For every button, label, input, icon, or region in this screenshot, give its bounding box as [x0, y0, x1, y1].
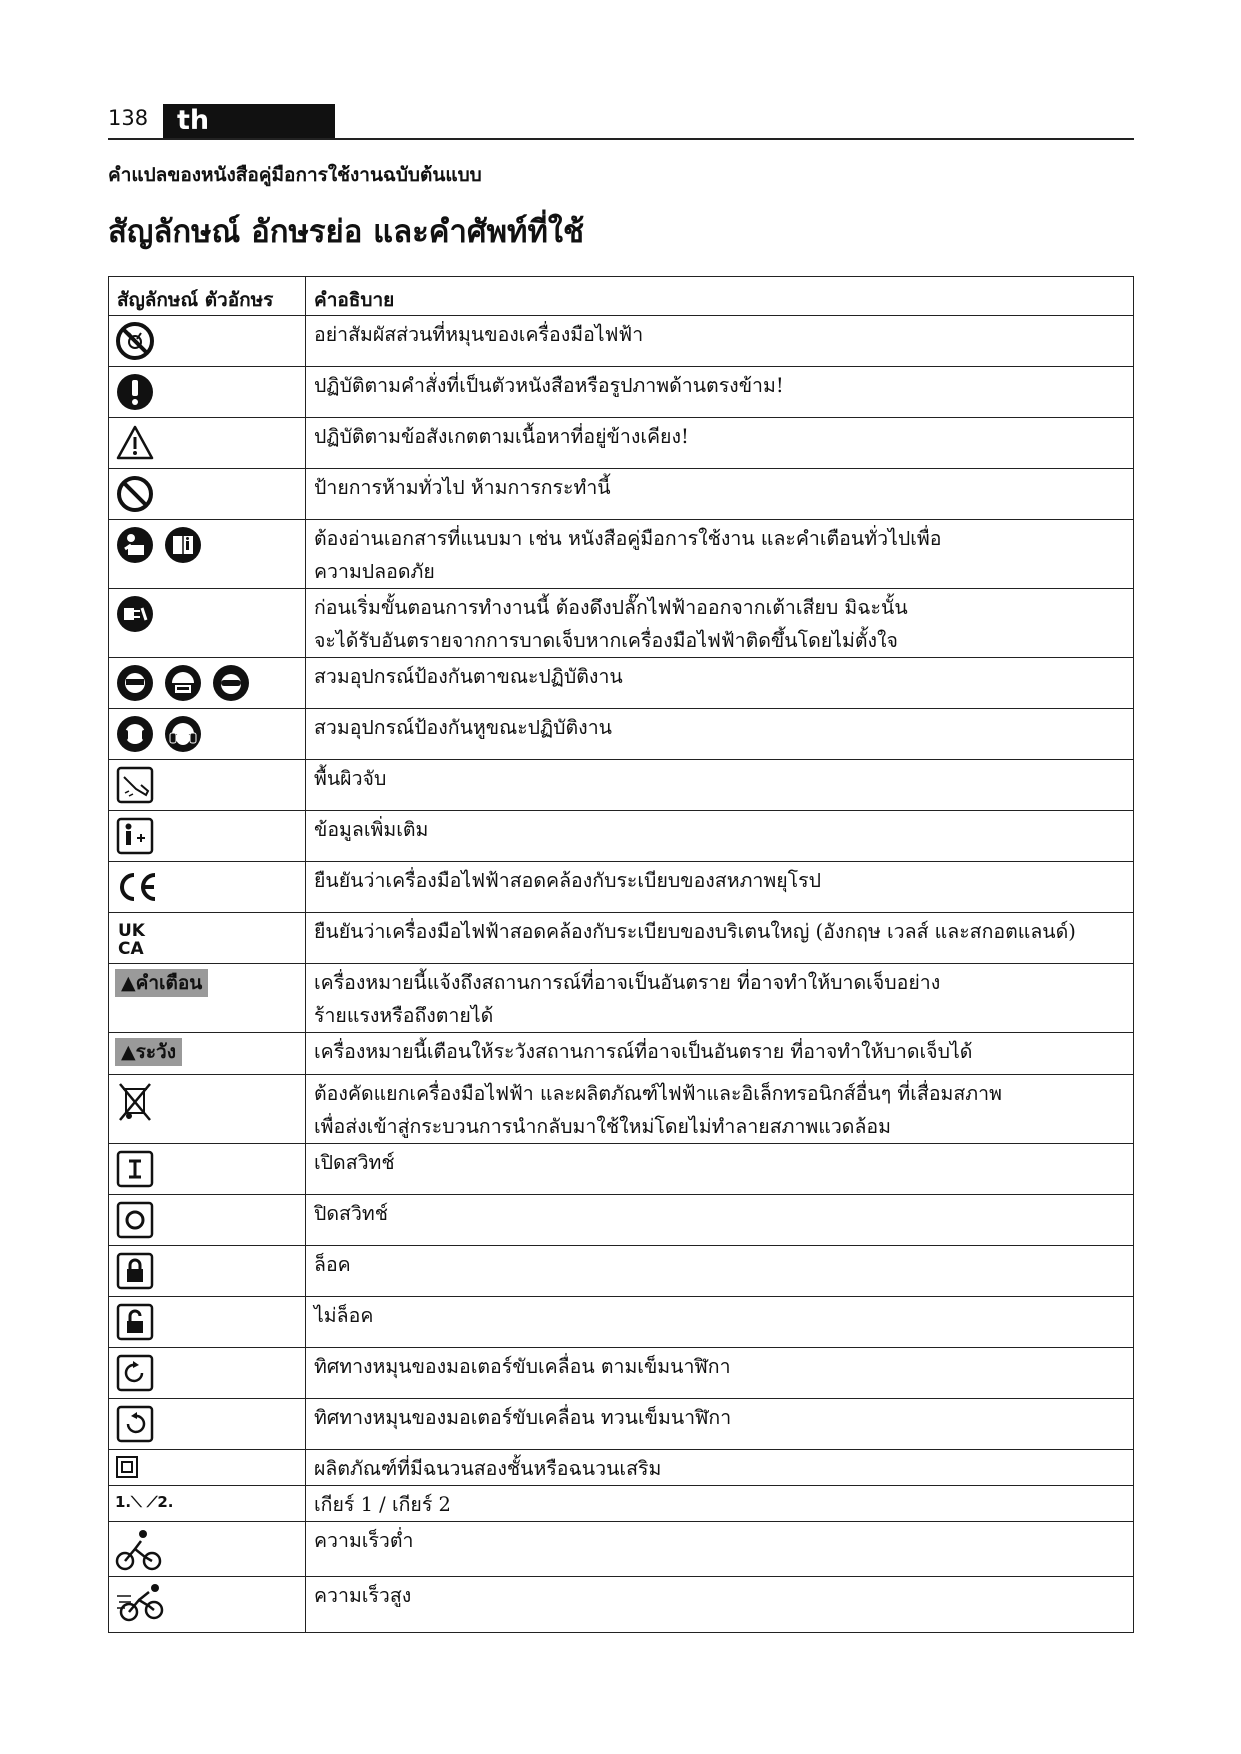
description-line: เครื่องหมายนี้เตือนให้ระวังสถานการณ์ที่อาจเป็นอันตราย ที่อาจทำให้บาดเจ็บได้: [314, 1040, 973, 1063]
info-plus-icon: [115, 816, 155, 856]
description-line: สวมอุปกรณ์ป้องกันหูขณะปฏิบัติงาน: [314, 716, 612, 739]
table-row: [109, 811, 1134, 862]
description-cell: [306, 760, 1134, 811]
description-line: จะได้รับอันตรายจากการบาดเจ็บหากเครื่องมือไฟฟ้าติดขึ้นโดยไม่ตั้งใจ: [314, 629, 898, 652]
description-cell: [306, 1450, 1134, 1486]
info-book-icon: [163, 525, 203, 565]
svg-text:UK: UK: [118, 921, 145, 941]
description-line: ปฏิบัติตามคำสั่งที่เป็นตัวหนังสือหรือรูปภาพด้านตรงข้าม!: [314, 374, 784, 397]
badge-warning: ▲คำเตือน: [115, 969, 208, 997]
table-body: [109, 316, 1134, 1633]
symbol-cell: [109, 658, 306, 709]
switch-off-icon: [115, 1200, 155, 1240]
counterclockwise-rotation-icon: [115, 1404, 155, 1444]
symbol-cell: [109, 811, 306, 862]
description-line: ความเร็วสูง: [314, 1584, 412, 1607]
symbol-cell: [109, 913, 306, 964]
description-cell: [306, 469, 1134, 520]
table-row: [109, 1399, 1134, 1450]
description-line: เปิดสวิทช์: [314, 1151, 395, 1174]
warning-triangle-icon: [115, 423, 155, 463]
table-row: [109, 1144, 1134, 1195]
switch-on-icon: [115, 1149, 155, 1189]
description-line: เกียร์ 1 / เกียร์ 2: [314, 1493, 451, 1516]
table-row: [109, 862, 1134, 913]
description-cell: [306, 1297, 1134, 1348]
description-line: ร้ายแรงหรือถึงตายได้: [314, 1004, 494, 1027]
table-row: [109, 1297, 1134, 1348]
table-row: [109, 1075, 1134, 1144]
table-row: [109, 367, 1134, 418]
description-cell: [306, 811, 1134, 862]
ce-mark-icon: [115, 867, 159, 907]
description-cell: [306, 913, 1134, 964]
description-cell: [306, 367, 1134, 418]
symbol-cell: [109, 1577, 306, 1633]
table-row: [109, 1246, 1134, 1297]
clockwise-rotation-icon: [115, 1353, 155, 1393]
weee-bin-icon: [115, 1080, 155, 1124]
safety-goggles-icon: [211, 663, 251, 703]
symbol-cell: [109, 1348, 306, 1399]
mandatory-exclamation-icon: [115, 372, 155, 412]
symbol-cell: [109, 469, 306, 520]
ear-protection-icon: [115, 714, 155, 754]
description-cell: [306, 964, 1134, 1033]
table-row: [109, 760, 1134, 811]
lock-icon: [115, 1251, 155, 1291]
description-line: ความปลอดภัย: [314, 560, 435, 583]
double-insulation-icon: [115, 1455, 139, 1479]
description-line: ป้ายการห้ามทั่วไป ห้ามการกระทำนี้: [314, 476, 611, 499]
table-row: [109, 1486, 1134, 1522]
table-row: [109, 964, 1134, 1033]
symbol-cell: [109, 1399, 306, 1450]
description-cell: [306, 862, 1134, 913]
read-manual-icon: [115, 525, 155, 565]
description-line: สวมอุปกรณ์ป้องกันตาขณะปฏิบัติงาน: [314, 665, 623, 688]
description-line: เครื่องหมายนี้แจ้งถึงสถานการณ์ที่อาจเป็นอันตราย ที่อาจทำให้บาดเจ็บอย่าง: [314, 971, 941, 994]
table-row: [109, 1033, 1134, 1075]
table-row: [109, 709, 1134, 760]
description-cell: [306, 709, 1134, 760]
no-touch-rotating-parts-icon: [115, 321, 155, 361]
description-cell: [306, 1033, 1134, 1075]
symbol-cell: [109, 589, 306, 658]
description-line: อย่าสัมผัสส่วนที่หมุนของเครื่องมือไฟฟ้า: [314, 323, 644, 346]
table-header-row: [109, 277, 1134, 316]
table-row: [109, 1450, 1134, 1486]
language-tab: th: [163, 104, 335, 138]
symbol-cell: [109, 1195, 306, 1246]
description-line: ต้องอ่านเอกสารที่แนบมา เช่น หนังสือคู่มือการใช้งาน และคำเตือนทั่วไปเพื่อ: [314, 527, 942, 550]
description-cell: [306, 589, 1134, 658]
description-line: พื้นผิวจับ: [314, 767, 387, 790]
helmet-visor-icon: [163, 663, 203, 703]
face-shield-icon: [115, 663, 155, 703]
description-line: ความเร็วต่ำ: [314, 1529, 414, 1552]
badge-caution: ▲ระวัง: [115, 1038, 182, 1066]
symbol-cell: [109, 520, 306, 589]
symbol-cell: [109, 1450, 306, 1486]
description-line: ยืนยันว่าเครื่องมือไฟฟ้าสอดคล้องกับระเบียบของสหภาพยุโรป: [314, 869, 821, 892]
description-line: ปฏิบัติตามข้อสังเกตตามเนื้อหาที่อยู่ข้างเคียง!: [314, 425, 689, 448]
description-cell: [306, 1075, 1134, 1144]
description-line: ปิดสวิทช์: [314, 1202, 388, 1225]
unplug-icon: [115, 594, 155, 634]
description-cell: [306, 1195, 1134, 1246]
high-speed-bicycle-icon: [115, 1582, 165, 1622]
description-line: ผลิตภัณฑ์ที่มีฉนวนสองชั้นหรือฉนวนเสริม: [314, 1457, 662, 1480]
symbol-cell: [109, 418, 306, 469]
description-line: ล็อค: [314, 1253, 351, 1276]
svg-text:CA: CA: [118, 939, 144, 958]
ukca-mark-icon: [115, 918, 155, 958]
symbol-cell: [109, 964, 306, 1033]
table-row: [109, 1195, 1134, 1246]
table-row: [109, 316, 1134, 367]
table-row: [109, 1348, 1134, 1399]
symbol-cell: [109, 1033, 306, 1075]
grip-surface-icon: [115, 765, 155, 805]
unlock-icon: [115, 1302, 155, 1342]
description-cell: [306, 1486, 1134, 1522]
section-title: สัญลักษณ์ อักษรย่อ และคำศัพท์ที่ใช้: [108, 214, 585, 250]
symbol-cell: [109, 760, 306, 811]
symbols-table: [108, 276, 1134, 1633]
description-line: เพื่อส่งเข้าสู่กระบวนการนำกลับมาใช้ใหม่โดยไม่ทำลายสภาพแวดล้อม: [314, 1115, 891, 1138]
table-row: [109, 913, 1134, 964]
table-row: [109, 469, 1134, 520]
description-line: ต้องคัดแยกเครื่องมือไฟฟ้า และผลิตภัณฑ์ไฟฟ้าและอิเล็กทรอนิกส์อื่นๆ ที่เสื่อมสภาพ: [314, 1082, 1002, 1105]
ear-protection-helmet-icon: [163, 714, 203, 754]
symbol-cell: [109, 709, 306, 760]
description-cell: [306, 1144, 1134, 1195]
table-row: [109, 520, 1134, 589]
symbol-cell: [109, 1522, 306, 1577]
description-cell: [306, 1246, 1134, 1297]
description-cell: [306, 1399, 1134, 1450]
description-cell: [306, 316, 1134, 367]
description-line: ก่อนเริ่มขั้นตอนการทำงานนี้ ต้องดึงปลั๊กไฟฟ้าออกจากเต้าเสียบ มิฉะนั้น: [314, 596, 908, 619]
table-row: [109, 589, 1134, 658]
description-line: ไม่ล็อค: [314, 1304, 374, 1327]
symbol-cell: [109, 862, 306, 913]
description-column-header: คำอธิบาย: [306, 277, 1134, 316]
symbol-cell: [109, 1486, 306, 1522]
page-header: [108, 104, 1134, 140]
symbol-cell: [109, 1075, 306, 1144]
symbol-cell: [109, 1246, 306, 1297]
description-line: ยืนยันว่าเครื่องมือไฟฟ้าสอดคล้องกับระเบียบของบริเตนใหญ่ (อังกฤษ เวลส์ และสกอตแลนด์): [314, 920, 1076, 943]
low-speed-bicycle-icon: [115, 1527, 163, 1571]
prohibition-icon: [115, 474, 155, 514]
description-line: ทิศทางหมุนของมอเตอร์ขับเคลื่อน ตามเข็มนาฬิกา: [314, 1355, 731, 1378]
symbol-cell: [109, 316, 306, 367]
description-cell: [306, 1577, 1134, 1633]
description-cell: [306, 1348, 1134, 1399]
table-row: [109, 658, 1134, 709]
symbol-cell: [109, 367, 306, 418]
description-line: ข้อมูลเพิ่มเติม: [314, 818, 429, 841]
gear-selector-icon: 1.⟍ ⟋2.: [115, 1493, 174, 1511]
document-subtitle: คำแปลของหนังสือคู่มือการใช้งานฉบับต้นแบบ: [108, 164, 482, 186]
table-row: [109, 1522, 1134, 1577]
description-cell: [306, 1522, 1134, 1577]
description-cell: [306, 658, 1134, 709]
table-row: [109, 1577, 1134, 1633]
symbol-column-header: สัญลักษณ์ ตัวอักษร: [109, 277, 306, 316]
description-line: ทิศทางหมุนของมอเตอร์ขับเคลื่อน ทวนเข็มนาฬิกา: [314, 1406, 732, 1429]
description-cell: [306, 418, 1134, 469]
table-row: [109, 418, 1134, 469]
symbol-cell: [109, 1297, 306, 1348]
page-number: 138: [108, 106, 149, 130]
description-cell: [306, 520, 1134, 589]
symbol-cell: [109, 1144, 306, 1195]
